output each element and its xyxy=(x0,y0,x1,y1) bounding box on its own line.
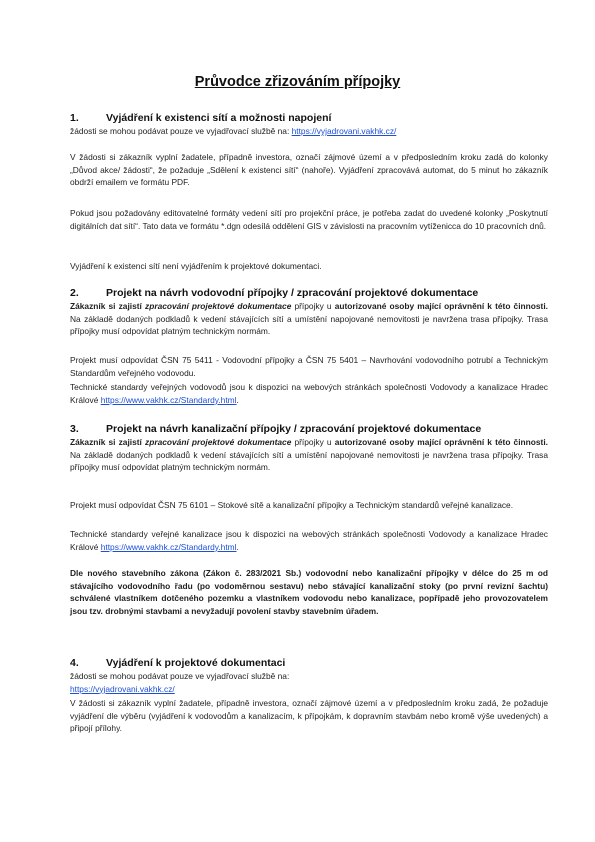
section-2-heading xyxy=(70,287,478,299)
plain-text: . xyxy=(236,394,239,405)
section-1-number: 1. xyxy=(70,112,79,124)
plain-text: Technické standardy veřejných vodovodů jsou k dispozici na webových stránkách společnosti Vodovody a kanalizace Hradec Králové xyxy=(70,382,548,405)
standards-link[interactable]: https://www.vakhk.cz/Standardy.html xyxy=(100,541,237,552)
section-2-paragraph-2: Projekt musí odpovídat ČSN 75 5411 - Vodovodní přípojky a ČSN 75 5401 – Navrhování vodovodního potrubí a Technickým Standardům veřejného vodovodu. xyxy=(70,355,548,378)
plain-text: Na základě dodaných podkladů k vedení stávajících sítí a umístění napojované nemovitosti je navržena trasa přípojky. Trasa přípojky musí odpovídat platným technickým normám. xyxy=(70,313,548,337)
section-2-paragraph-3 xyxy=(70,381,548,406)
section-2-number: 2. xyxy=(70,287,79,299)
section-1-text: žádosti se mohou podávat pouze ve vyjadřovací službě na: xyxy=(70,126,292,136)
bold-text: autorizované osoby mající oprávnění k této činnosti. xyxy=(334,301,548,311)
section-2-paragraph-1 xyxy=(70,300,548,338)
section-3-paragraph-4: Dle nového stavebního zákona (Zákon č. 283/2021 Sb.) vodovodní nebo kanalizační přípojky v délce do 25 m od stávajícího vodovodního řadu (po vodoměrnou sestavu) nebo stávající kanalizační stoky (po první revizní šachtu) schválené vlastníkem dotčeného pozemku a vlastníkem vodovodu nebo kanalizace, popřípadě jeho provozovatelem jsou tzv. drobnými stavbami a nevyžadují povolení stavby stavebním úřadem. xyxy=(70,568,548,616)
section-3-number: 3. xyxy=(70,423,79,435)
section-1-paragraph-1 xyxy=(70,125,548,138)
section-4-heading xyxy=(70,657,285,669)
section-3-paragraph-2: Projekt musí odpovídat ČSN 75 6101 – Stokové sítě a kanalizační přípojky a Technickým standardů veřejné kanalizace. xyxy=(70,500,514,510)
section-4-paragraph-2: V žádosti si zákazník vyplní žadatele, případně investora, označí zájmové území a v předposledním kroku zadá, že požaduje vyjádření dle výběru (vyjádření k vodovodům a kanalizacím, k přípojkám, k dopravním stavbám nebo kromě výše uvedených) a připojí přílohy. xyxy=(70,698,548,734)
section-1-paragraph-4: Vyjádření k existenci sítí není vyjádřením k projektové dokumentaci. xyxy=(70,261,322,271)
section-1-paragraph-3: Pokud jsou požadovány editovatelné formáty vedení sítí pro projekční práce, je potřeba zadat do uvedené kolonky „Poskytnutí digitálních dat sítí“. Tato data ve formátu *.dgn odesílá oddělení GIS v závislosti na pracovním vytíženicca do 10 pracovních dnů. xyxy=(70,208,548,231)
plain-text: žádosti se mohou podávat pouze ve vyjadřovací službě na: xyxy=(70,671,290,681)
bold-italic-text: zpracování projektové dokumentace xyxy=(145,301,292,311)
section-4-paragraph-1 xyxy=(70,670,548,695)
plain-text: Technické standardy veřejné kanalizace jsou k dispozici na webových stránkách společnosti Vodovody a kanalizace Hradec Králové xyxy=(70,529,548,552)
plain-text: přípojky u xyxy=(291,437,335,447)
section-2-title: Projekt na návrh vodovodní přípojky / zpracování projektové dokumentace xyxy=(106,287,479,299)
plain-text: Na základě dodaných podkladů k vedení stávajících sítí a umístění napojované nemovitosti je navržena trasa přípojky. Trasa přípojky musí odpovídat platným technickým normám. xyxy=(70,449,548,473)
vyjadrovani-link[interactable]: https://vyjadrovani.vakhk.cz/ xyxy=(291,126,397,136)
section-3-paragraph-1 xyxy=(70,436,548,474)
section-1-paragraph-2: V žádosti si zákazník vyplní žadatele, případně investora, označí zájmové území a v předposledním kroku zadá do kolonky „Důvod akce/ žádosti“, že požaduje „Sdělení k existenci sítí“ (nahoře). Vyjádření zpracovává automat, do 5 minut ho zákazník obdrží emailem ve formátu PDF. xyxy=(70,152,548,188)
section-3-title: Projekt na návrh kanalizační přípojky / zpracování projektové dokumentace xyxy=(106,423,482,435)
bold-italic-text: zpracování projektové dokumentace xyxy=(145,437,292,447)
section-3-paragraph-3 xyxy=(70,528,548,553)
plain-text: . xyxy=(236,541,239,552)
bold-text: Zákazník si zajistí xyxy=(70,301,146,311)
section-1-heading xyxy=(70,112,331,124)
section-4-number: 4. xyxy=(70,657,79,669)
section-1-title: Vyjádření k existenci sítí a možnosti napojení xyxy=(106,112,332,124)
section-4-title: Vyjádření k projektové dokumentaci xyxy=(106,657,286,669)
bold-text: autorizované osoby mající oprávnění k této činnosti. xyxy=(334,437,548,447)
vyjadrovani-link[interactable]: https://vyjadrovani.vakhk.cz/ xyxy=(70,683,175,694)
page-title: Průvodce zřizováním přípojky xyxy=(194,74,401,90)
bold-text: Zákazník si zajistí xyxy=(70,437,146,447)
standards-link[interactable]: https://www.vakhk.cz/Standardy.html xyxy=(100,394,237,405)
section-3-heading xyxy=(70,423,481,435)
plain-text: přípojky u xyxy=(291,301,335,311)
